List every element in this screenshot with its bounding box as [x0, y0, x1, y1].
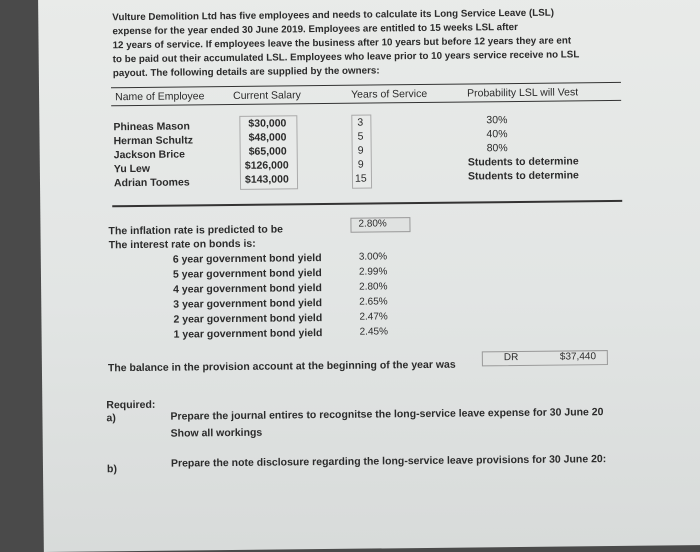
bond-value: 2.45%	[359, 326, 388, 338]
employee-name: Adrian Toomes	[113, 176, 190, 190]
interest-label: The interest rate on bonds is:	[108, 237, 256, 252]
bond-label: 2 year government bond yield	[173, 312, 323, 326]
employee-years: 15	[354, 172, 367, 185]
bond-label: 5 year government bond yield	[172, 267, 322, 281]
balance-side: DR	[503, 351, 519, 364]
header-name: Name of Employee	[115, 90, 205, 104]
employee-salary: $126,000	[244, 159, 289, 172]
employee-salary: $30,000	[248, 117, 287, 130]
bond-label: 6 year government bond yield	[172, 252, 322, 266]
intro-line: 12 years of service. If employees leave the business after 10 years but before 12 years they are ent	[112, 35, 572, 52]
employee-years: 9	[357, 144, 364, 157]
intro-line: payout. The following details are supplied by the owners:	[112, 65, 380, 80]
bond-value: 3.00%	[358, 251, 388, 263]
part-b-line1: Prepare the note disclosure regarding the long-service leave provisions for 30 June 20:	[170, 453, 607, 470]
employee-probability: 80%	[486, 142, 508, 155]
part-a-line2: Show all workings	[170, 426, 263, 440]
header-salary: Current Salary	[233, 89, 301, 102]
bond-value: 2.65%	[359, 296, 388, 308]
header-years: Years of Service	[351, 87, 428, 101]
employee-name: Herman Schultz	[113, 134, 193, 148]
intro-line: Vulture Demolition Ltd has five employees and needs to calculate its Long Service Leave (LSL)	[112, 7, 555, 24]
required-heading: Required:	[106, 398, 156, 412]
part-a-line1: Prepare the journal entires to recognitse the long-service leave expense for 30 June 20	[170, 406, 604, 423]
intro-paragraph	[112, 6, 613, 81]
balance-label: The balance in the provision account at the beginning of the year was	[107, 358, 456, 375]
employee-years: 9	[357, 158, 364, 171]
employee-salary: $65,000	[248, 145, 287, 158]
inflation-value: 2.80%	[358, 218, 387, 230]
bond-value: 2.47%	[359, 311, 388, 323]
table-bottom-rule	[112, 200, 622, 207]
intro-line: to be paid out their accumulated LSL. Employees who leave prior to 10 years service receive no LSL	[112, 49, 580, 66]
employee-probability: 30%	[486, 114, 508, 127]
employee-salary: $143,000	[244, 173, 289, 186]
employee-name: Phineas Mason	[113, 120, 190, 134]
employee-years: 5	[357, 130, 364, 143]
balance-amount: $37,440	[559, 351, 597, 363]
document-page	[38, 0, 700, 552]
employee-probability: Students to determine	[467, 169, 579, 183]
employee-name: Yu Lew	[113, 162, 151, 176]
employee-name: Jackson Brice	[113, 148, 185, 162]
bond-label: 1 year government bond yield	[173, 327, 323, 341]
employee-probability: Students to determine	[467, 155, 579, 169]
header-probability: Probability LSL will Vest	[467, 86, 579, 100]
part-b-label: b)	[106, 463, 117, 476]
employee-probability: 40%	[486, 128, 508, 141]
bond-label: 4 year government bond yield	[173, 282, 322, 296]
intro-line: expense for the year ended 30 June 2019. Employees are entitled to 15 weeks LSL after	[112, 21, 518, 38]
bond-value: 2.99%	[358, 266, 388, 278]
bond-label: 3 year government bond yield	[173, 297, 323, 311]
employee-salary: $48,000	[248, 131, 287, 144]
employee-years: 3	[357, 116, 364, 129]
part-a-label: a)	[106, 412, 116, 425]
inflation-label: The inflation rate is predicted to be	[108, 223, 284, 238]
bond-value: 2.80%	[359, 281, 388, 293]
